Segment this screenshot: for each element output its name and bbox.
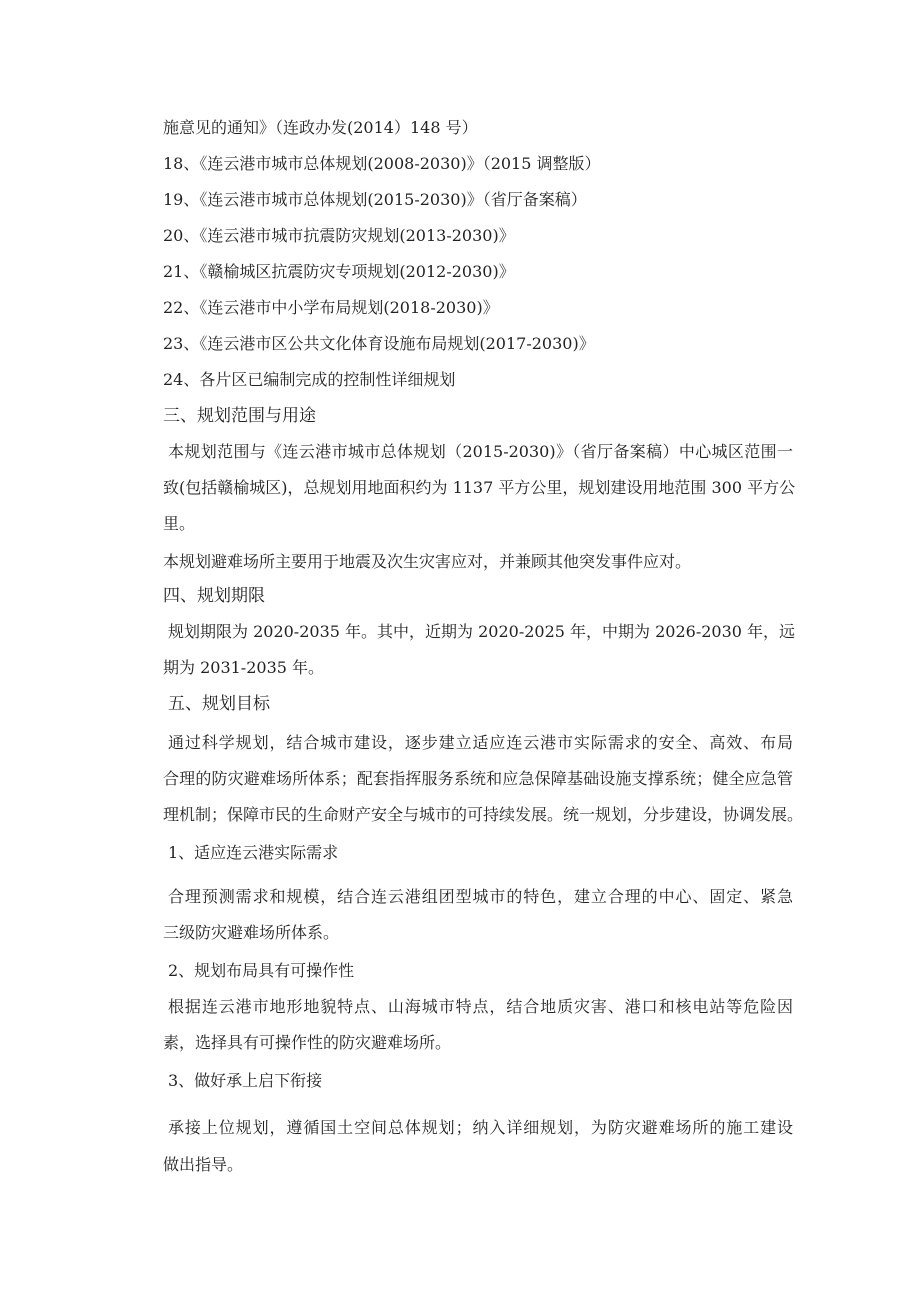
- paragraph-line: 三级防灾避难场所体系。: [163, 923, 340, 942]
- section-heading-period: 四、规划期限: [163, 586, 265, 606]
- paragraph-line: 理机制；保障市民的生命财产安全与城市的可持续发展。统一规划，分步建设，协调发展。: [163, 805, 804, 824]
- paragraph-line: 合理的防灾避难场所体系；配套指挥服务系统和应急保障基础设施支撑系统；健全应急管: [163, 769, 793, 788]
- section-heading-goals: 五、规划目标: [168, 694, 270, 714]
- section-heading-scope: 三、规划范围与用途: [163, 406, 316, 426]
- subheading-2: 2、规划布局具有可操作性: [168, 961, 355, 980]
- reference-item-19: 19、《连云港市城市总体规划(2015-2030)》（省厅备案稿）: [163, 190, 587, 209]
- reference-item-24: 24、各片区已编制完成的控制性详细规划: [163, 370, 456, 389]
- paragraph-line: 规划期限为 2020-2035 年。其中，近期为 2020-2025 年，中期为 2026-2030 年，远: [168, 622, 796, 641]
- paragraph-line: 根据连云港市地形地貌特点、山海城市特点，结合地质灾害、港口和核电站等危险因: [168, 997, 793, 1016]
- paragraph-line: 素，选择具有可操作性的防灾避难场所。: [163, 1033, 452, 1052]
- paragraph-line: 做出指导。: [163, 1155, 244, 1174]
- paragraph-line: 本规划避难场所主要用于地震及次生灾害应对，并兼顾其他突发事件应对。: [163, 552, 692, 571]
- reference-item-23: 23、《连云港市区公共文化体育设施布局规划(2017-2030)》: [163, 334, 595, 353]
- reference-item-22: 22、《连云港市中小学布局规划(2018-2030)》: [163, 298, 499, 317]
- paragraph-line: 本规划范围与《连云港市城市总体规划（2015-2030)》（省厅备案稿）中心城区范围一: [168, 442, 793, 461]
- paragraph-line: 致(包括赣榆城区)，总规划用地面积约为 1137 平方公里，规划建设用地范围 300 平方公: [163, 478, 796, 497]
- subheading-3: 3、做好承上启下衔接: [168, 1071, 323, 1090]
- text-line: 施意见的通知》（连政办发(2014）148 号）: [163, 118, 478, 137]
- paragraph-line: 里。: [163, 514, 196, 533]
- paragraph-line: 承接上位规划，遵循国土空间总体规划；纳入详细规划，为防灾避难场所的施工建设: [168, 1118, 793, 1137]
- paragraph-line: 通过科学规划，结合城市建设，逐步建立适应连云港市实际需求的安全、高效、布局: [168, 733, 793, 752]
- paragraph-line: 期为 2031-2035 年。: [163, 658, 325, 677]
- reference-item-20: 20、《连云港市城市抗震防灾规划(2013-2030)》: [163, 226, 515, 245]
- reference-item-18: 18、《连云港市城市总体规划(2008-2030)》（2015 调整版）: [163, 154, 601, 173]
- reference-item-21: 21、《赣榆城区抗震防灾专项规划(2012-2030)》: [163, 262, 515, 281]
- paragraph-line: 合理预测需求和规模，结合连云港组团型城市的特色，建立合理的中心、固定、紧急: [168, 887, 793, 906]
- subheading-1: 1、适应连云港实际需求: [168, 843, 339, 862]
